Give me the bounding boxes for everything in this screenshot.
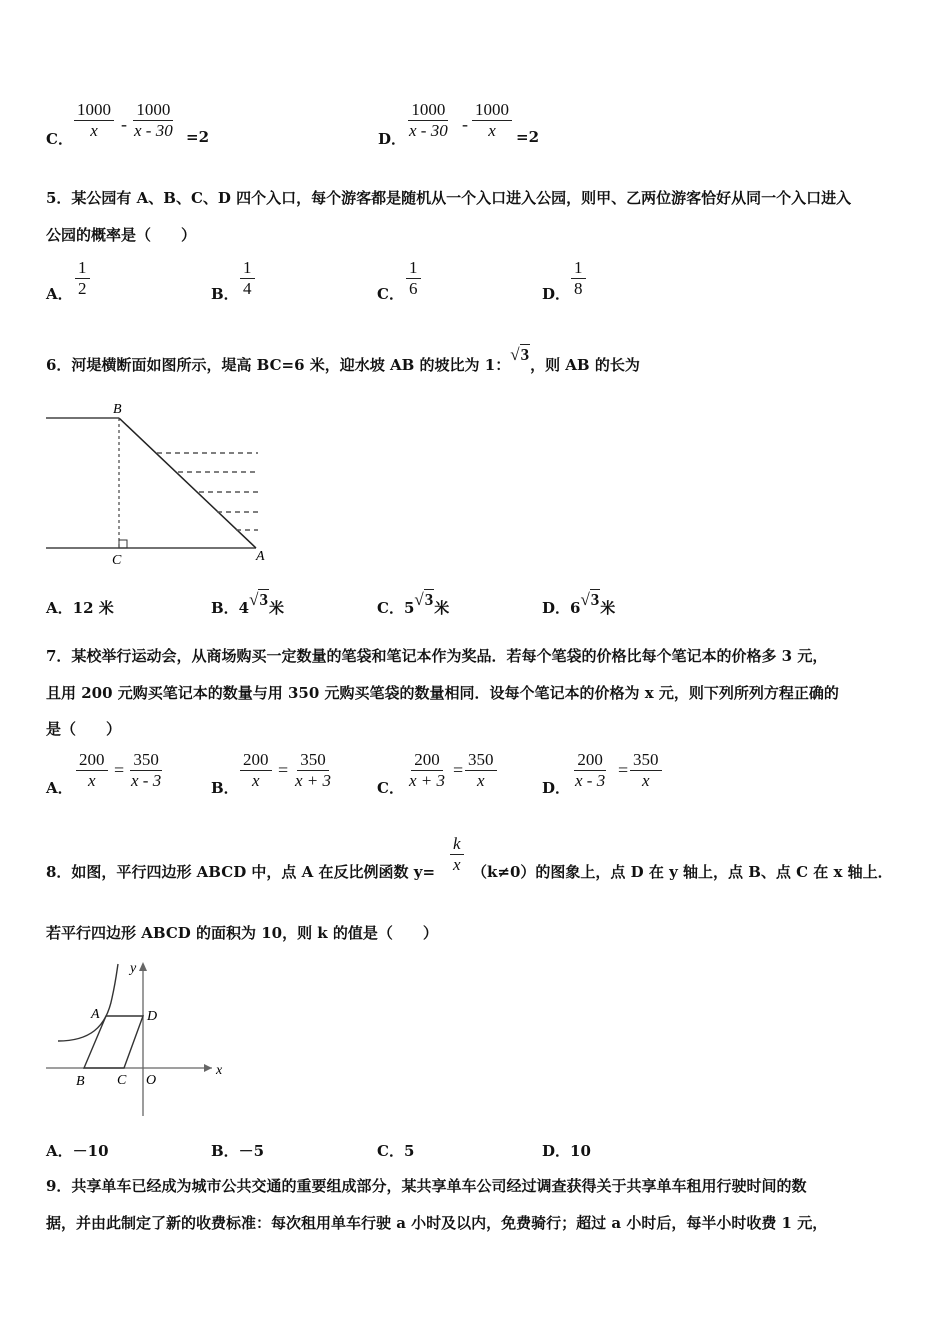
q7-line-1: 7．某校举行运动会，从商场购买一定数量的笔袋和笔记本作为奖品．若每个笔袋的价格比每个笔记本的价格多 3 元，	[46, 647, 828, 665]
q7-line-3: 是（ ）	[46, 720, 122, 738]
q5-c-label: C．	[377, 285, 404, 303]
q7-line-2: 且用 200 元购买笔记本的数量与用 350 元购买笔袋的数量相同．设每个笔记本的价格为 x 元，则下列所列方程正确的	[46, 684, 839, 702]
q7-c-eq: =	[453, 760, 464, 780]
q4-d-label: D．	[378, 130, 407, 148]
q8-option-b: B．－5	[211, 1142, 265, 1160]
q6-option-a: A．12 米	[46, 599, 114, 617]
q8-option-a: A．－10	[46, 1142, 109, 1160]
q4-d-fraction-2: $\frac{1000}{x}$	[472, 100, 512, 141]
q8-parallelogram-abcd	[84, 1016, 143, 1068]
q4-c-fraction-2: $\frac{1000}{x - 30}$	[134, 100, 173, 140]
q8-line-2: 若平行四边形 ABCD 的面积为 10，则 k 的值是（ ）	[46, 924, 438, 942]
q4-d-minus: -	[462, 114, 468, 134]
q6-right-angle-mark	[119, 540, 127, 548]
q4-c-minus: -	[121, 114, 127, 134]
q7-d-frac-left: $\frac{200}{x - 3}$	[575, 750, 606, 790]
q7-b-frac-right: $\frac{350}{x + 3}$	[295, 750, 332, 790]
q6-embankment-figure	[44, 398, 274, 568]
q8-text-before: 8．如图，平行四边形 ABCD 中，点 A 在反比例函数 y=	[46, 863, 436, 881]
q8-k-over-x: $\frac{k}{x}$	[450, 834, 464, 875]
q8-coordinate-figure	[44, 958, 244, 1123]
q4-d-fraction-1: $\frac{1000}{x - 30}$	[409, 100, 448, 140]
q5-b-fraction: $\frac{1}{4}$	[240, 258, 255, 299]
q6-label-a: A	[256, 549, 265, 564]
q6-text-before: 6．河堤横断面如图所示，堤高 BC=6 米，迎水坡 AB 的坡比为 1：	[46, 356, 511, 374]
q7-b-label: B．	[211, 779, 239, 797]
q5-d-label: D．	[542, 285, 571, 303]
q9-line-1: 9．共享单车已经成为城市公共交通的重要组成部分，某共享单车公司经过调查获得关于共享单车租用行驶时间的数	[46, 1177, 807, 1195]
q7-d-eq: =	[618, 760, 629, 780]
q4-c-label: C．	[46, 130, 73, 148]
q8-label-d: D	[147, 1009, 158, 1024]
q8-label-b: B	[76, 1074, 85, 1089]
q4-d-tail: =2	[516, 128, 540, 146]
q7-a-frac-right: $\frac{350}{x - 3}$	[131, 750, 162, 790]
q8-text-after: （k≠0）的图象上，点 D 在 y 轴上，点 B、点 C 在 x 轴上．	[472, 863, 893, 881]
q4-c-fraction-1: $\frac{1000}{x}$	[74, 100, 114, 141]
q7-c-label: C．	[377, 779, 404, 797]
q5-a-fraction: $\frac{1}{2}$	[75, 258, 90, 299]
q8-label-c: C	[117, 1073, 127, 1088]
q5-line-1: 5．某公园有 A、B、C、D 四个入口，每个游客都是随机从一个入口进入公园，则甲、乙两位游客恰好从同一个入口进入	[46, 189, 852, 207]
q7-d-label: D．	[542, 779, 571, 797]
q7-a-label: A．	[46, 779, 73, 797]
q7-a-frac-left: $\frac{200}{x}$	[76, 750, 108, 791]
q5-b-label: B．	[211, 285, 239, 303]
q6-option-b: B．4√3米	[211, 590, 284, 617]
q8-y-arrow	[139, 962, 147, 971]
q8-label-x: x	[216, 1063, 223, 1078]
q4-c-tail: =2	[186, 128, 210, 146]
q9-line-2: 据，并由此制定了新的收费标准：每次租用单车行驶 a 小时及以内，免费骑行；超过 a 小时后，每半小时收费 1 元，	[46, 1214, 828, 1232]
q6-label-c: C	[112, 553, 122, 568]
q7-d-frac-right: $\frac{350}{x}$	[630, 750, 662, 791]
q8-x-arrow	[204, 1064, 212, 1072]
q6-d-sqrt: √3	[580, 590, 600, 609]
q7-c-frac-left: $\frac{200}{x + 3}$	[409, 750, 446, 790]
q5-a-label: A．	[46, 285, 73, 303]
q7-b-frac-left: $\frac{200}{x}$	[240, 750, 272, 791]
q6-label-b: B	[113, 402, 122, 417]
q8-label-y: y	[130, 961, 137, 976]
q6-b-sqrt: √3	[249, 590, 268, 609]
q8-option-c: C．5	[377, 1142, 415, 1160]
q6-option-c: C．5√3米	[377, 590, 450, 617]
q5-c-fraction: $\frac{1}{6}$	[406, 258, 421, 299]
q5-d-fraction: $\frac{1}{8}$	[571, 258, 586, 299]
q6-text-after: ，则 AB 的长为	[530, 356, 640, 374]
q8-hyperbola-curve	[58, 964, 118, 1041]
q8-label-o: O	[146, 1073, 157, 1088]
q6-option-d: D．6√3米	[542, 590, 616, 617]
q7-a-eq: =	[114, 760, 125, 780]
q6-slope-ab	[119, 418, 256, 548]
q8-option-d: D．10	[542, 1142, 591, 1160]
q6-stem	[46, 345, 640, 375]
q7-b-eq: =	[278, 760, 289, 780]
q5-line-2: 公园的概率是（ ）	[46, 226, 197, 244]
q6-sqrt: √3	[510, 345, 530, 364]
q6-c-sqrt: √3	[414, 590, 434, 609]
q7-c-frac-right: $\frac{350}{x}$	[465, 750, 497, 791]
q8-label-a: A	[91, 1007, 100, 1022]
